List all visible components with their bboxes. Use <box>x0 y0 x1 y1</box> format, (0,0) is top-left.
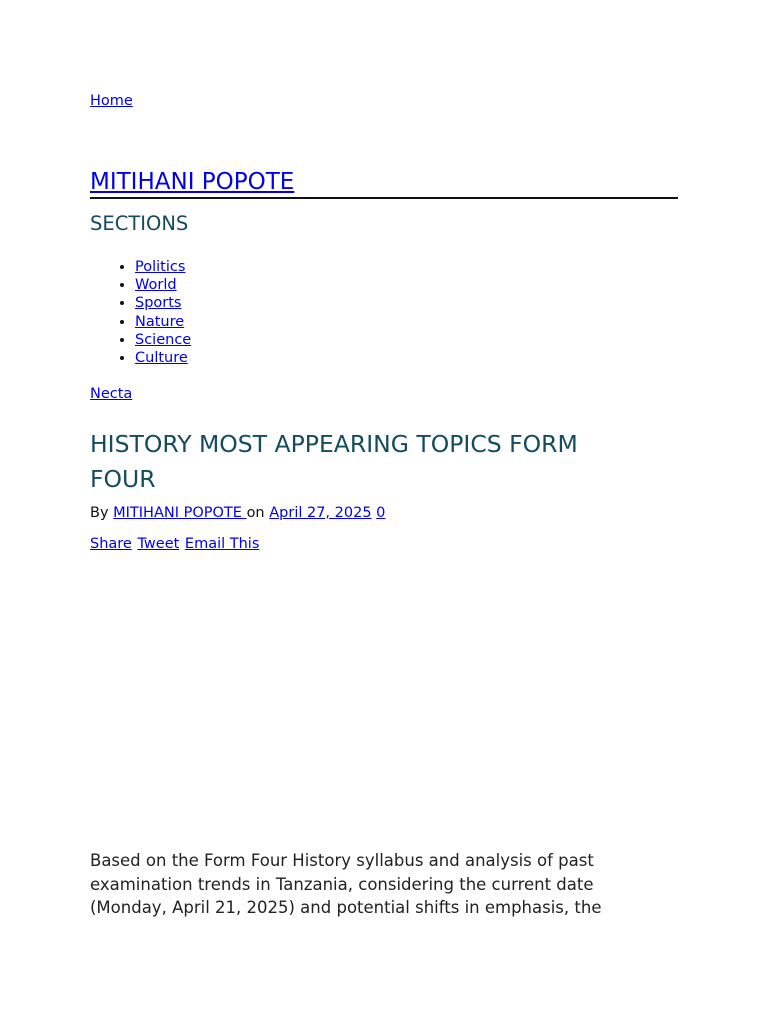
section-item-world <box>135 276 191 294</box>
section-link-culture[interactable]: Culture <box>135 350 188 367</box>
section-link-politics[interactable]: Politics <box>135 259 186 275</box>
section-link-nature[interactable]: Nature <box>135 313 185 330</box>
section-link-science[interactable]: Science <box>135 331 192 348</box>
post-title: HISTORY MOST APPEARING TOPICS FORM FOUR <box>90 430 578 493</box>
date-link[interactable]: April 27, 2025 <box>269 505 372 521</box>
share-button[interactable]: Share <box>90 536 132 552</box>
section-link-world[interactable]: World <box>135 277 177 294</box>
share-row <box>90 535 260 553</box>
section-link-sports[interactable]: Sports <box>135 295 182 312</box>
section-item-nature <box>135 313 191 331</box>
email-this-button[interactable]: Email This <box>184 536 260 552</box>
tweet-button[interactable]: Tweet <box>137 536 180 552</box>
category-link[interactable]: Necta <box>90 386 133 402</box>
article-body-paragraph: Based on the Form Four History syllabus and analysis of past examination trends in Tanzania, considering the current date (Monday, April 21, 2025) and potential shifts in emphasis, the <box>90 851 602 917</box>
site-title <box>90 167 678 199</box>
sections-list <box>90 258 191 367</box>
byline <box>90 504 385 522</box>
section-item-science <box>135 331 191 349</box>
byline-on: on <box>246 505 270 521</box>
section-item-culture <box>135 349 191 367</box>
comments-count-link[interactable]: 0 <box>376 505 386 521</box>
author-link[interactable]: MITIHANI POPOTE <box>113 505 247 521</box>
section-item-politics <box>135 258 191 276</box>
site-title-link[interactable]: MITIHANI POPOTE <box>90 169 295 195</box>
ad-placeholder <box>90 570 678 830</box>
byline-prefix: By <box>90 505 114 521</box>
home-link[interactable]: Home <box>90 93 133 109</box>
sections-heading: SECTIONS <box>90 212 189 235</box>
section-item-sports <box>135 294 191 312</box>
